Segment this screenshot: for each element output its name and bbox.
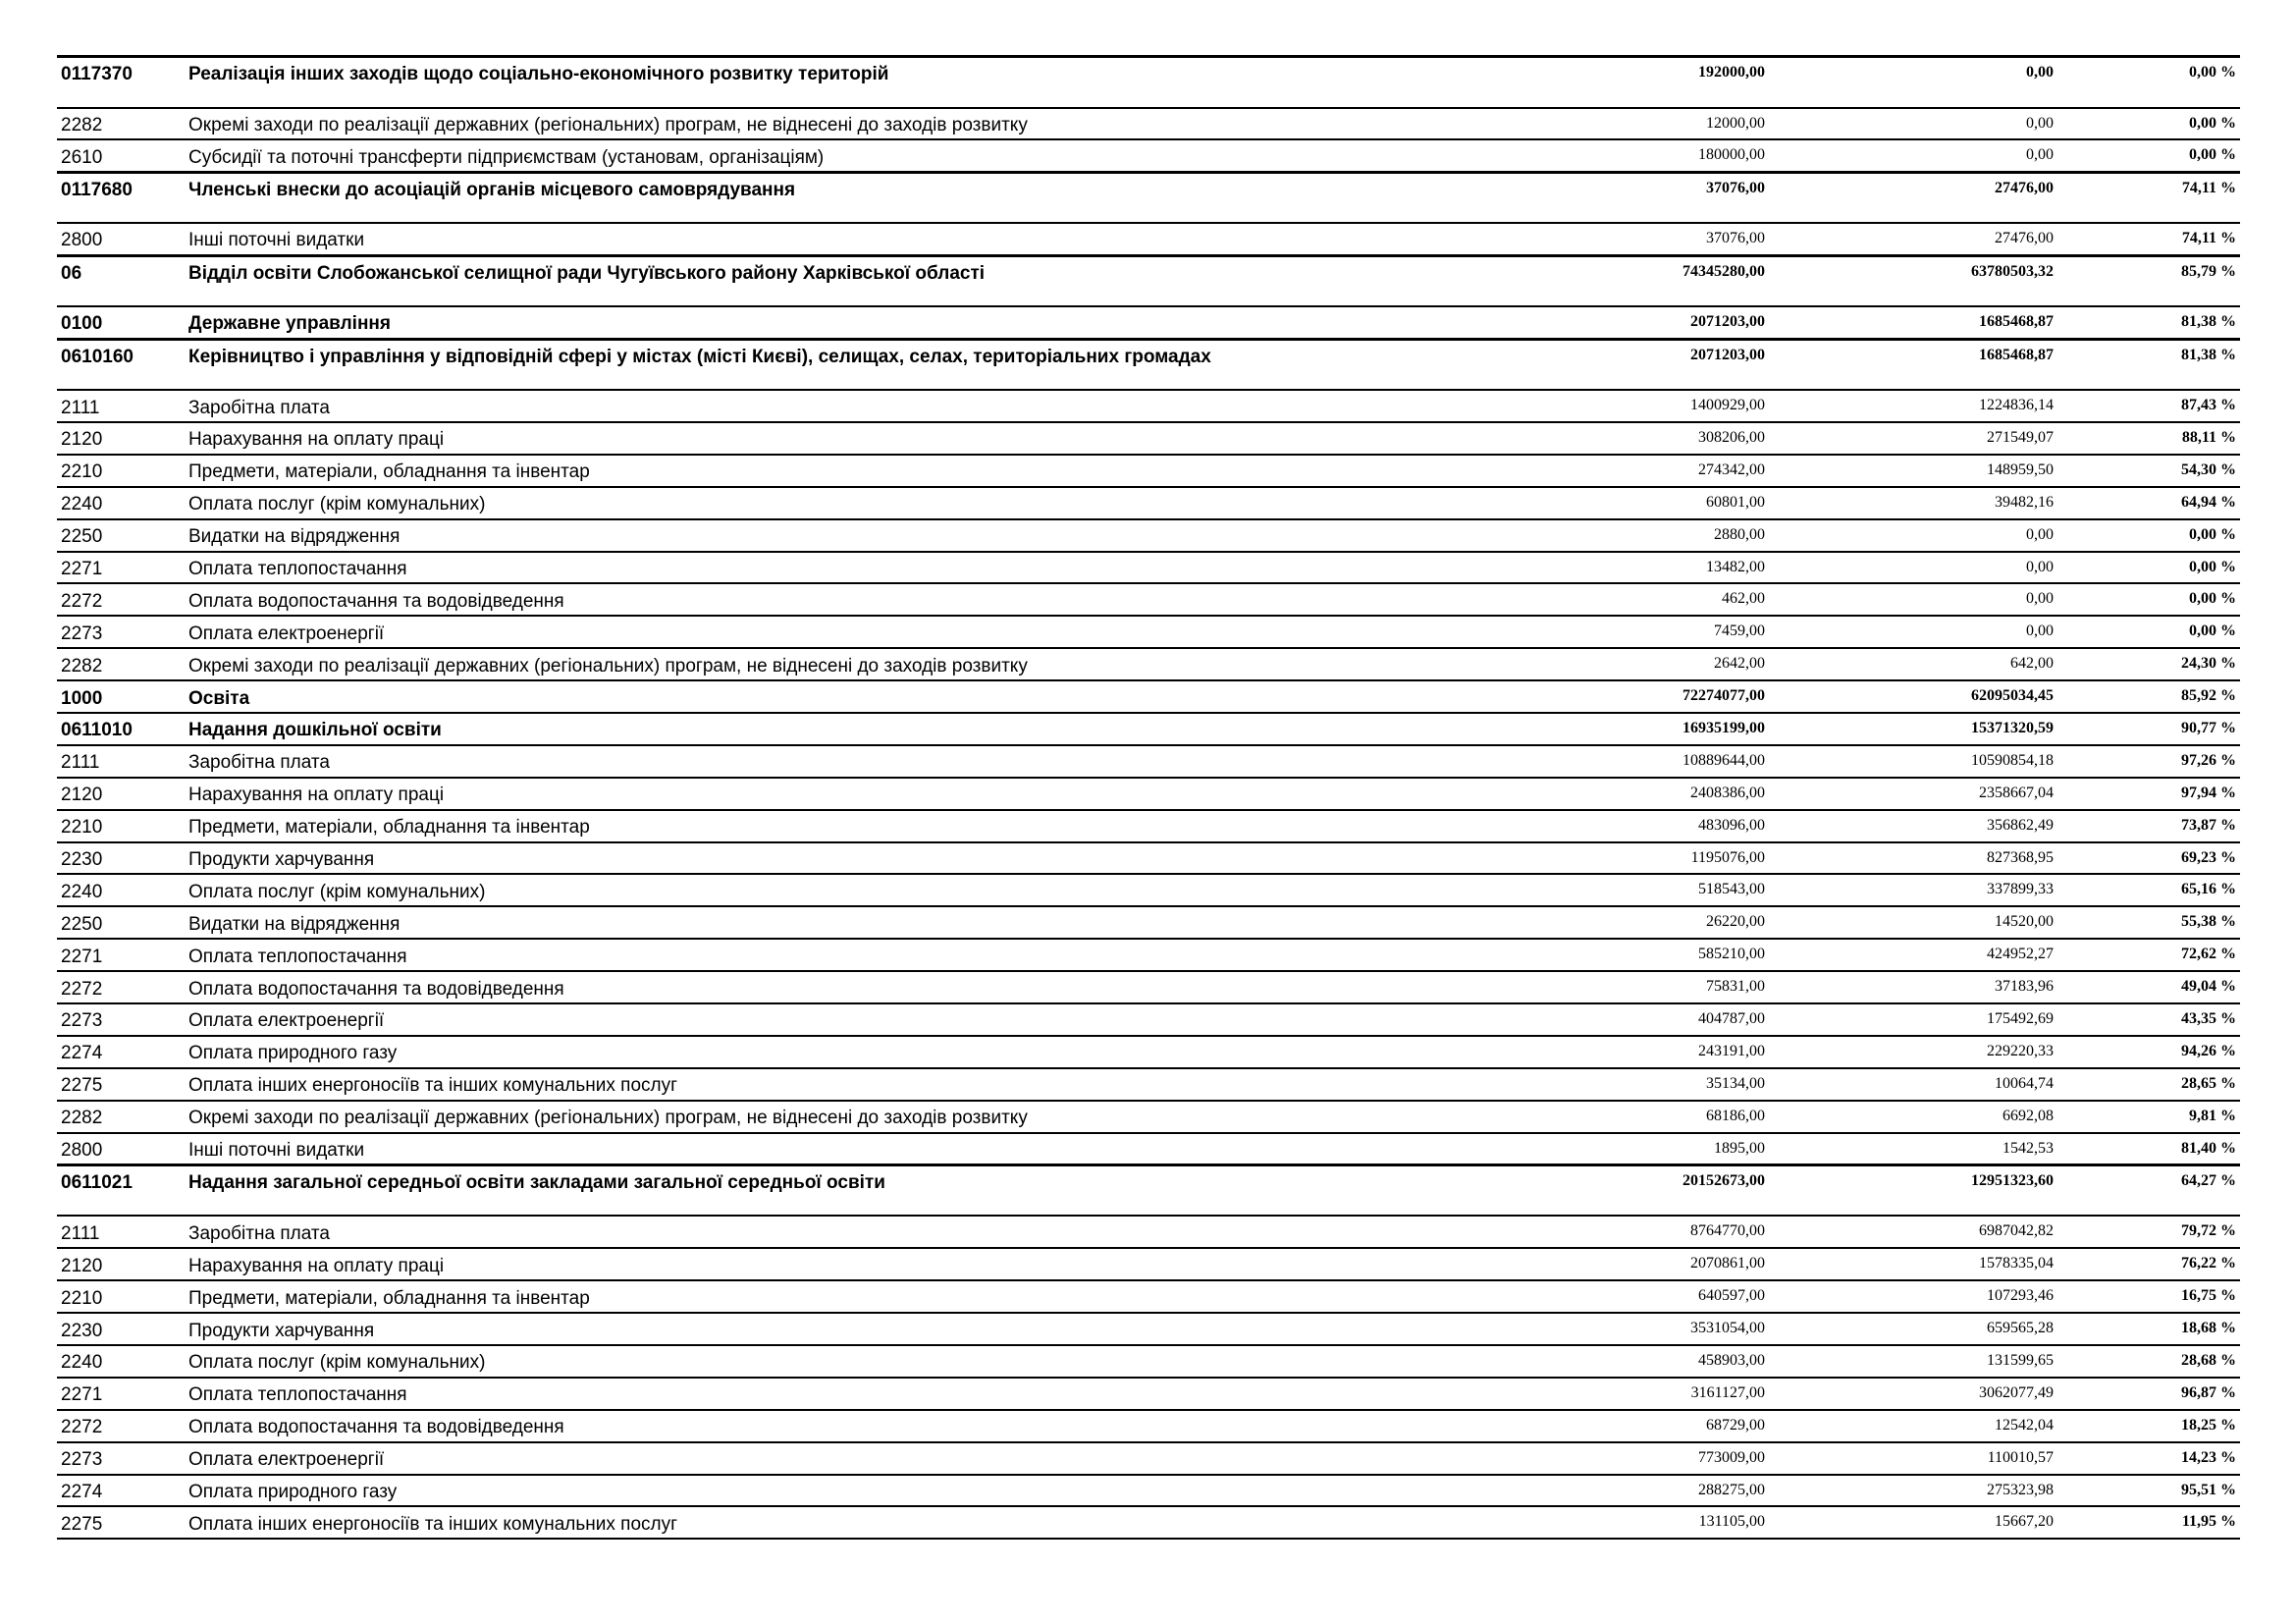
executed-amount-cell: 3062077,49 (1769, 1378, 2057, 1410)
execution-percent-cell: 28,65 % (2057, 1068, 2240, 1101)
budget-table (57, 55, 2240, 1540)
budget-code-cell: 2800 (57, 1133, 187, 1165)
budget-code-cell: 0611010 (57, 713, 187, 745)
execution-percent-cell: 81,38 % (2057, 339, 2240, 390)
item-name-cell: Реалізація інших заходів щодо соціально-економічного розвитку територій (187, 57, 1580, 108)
table-row (57, 1036, 2240, 1068)
execution-percent-cell: 55,38 % (2057, 906, 2240, 939)
planned-amount-cell: 2408386,00 (1580, 778, 1769, 810)
table-row (57, 1410, 2240, 1442)
executed-amount-cell: 62095034,45 (1769, 680, 2057, 713)
budget-code-cell: 2282 (57, 648, 187, 680)
table-row (57, 1475, 2240, 1507)
executed-amount-cell: 15371320,59 (1769, 713, 2057, 745)
item-name-cell: Оплата природного газу (187, 1475, 1580, 1507)
table-row (57, 939, 2240, 971)
execution-percent-cell: 73,87 % (2057, 810, 2240, 842)
item-name-cell: Відділ освіти Слобожанської селищної ради Чугуївського району Харківської області (187, 255, 1580, 306)
item-name-cell: Нарахування на оплату праці (187, 1248, 1580, 1280)
planned-amount-cell: 13482,00 (1580, 552, 1769, 584)
table-row (57, 487, 2240, 519)
execution-percent-cell: 88,11 % (2057, 422, 2240, 455)
execution-percent-cell: 76,22 % (2057, 1248, 2240, 1280)
table-row (57, 1068, 2240, 1101)
budget-code-cell: 2282 (57, 108, 187, 140)
item-name-cell: Продукти харчування (187, 1313, 1580, 1345)
table-row (57, 874, 2240, 906)
execution-percent-cell: 74,11 % (2057, 223, 2240, 255)
item-name-cell: Інші поточні видатки (187, 1133, 1580, 1165)
table-row (57, 552, 2240, 584)
table-row (57, 616, 2240, 648)
budget-code-cell: 0611021 (57, 1164, 187, 1216)
budget-code-cell: 2275 (57, 1506, 187, 1539)
executed-amount-cell: 1542,53 (1769, 1133, 2057, 1165)
item-name-cell: Нарахування на оплату праці (187, 778, 1580, 810)
planned-amount-cell: 243191,00 (1580, 1036, 1769, 1068)
table-row (57, 1378, 2240, 1410)
planned-amount-cell: 2071203,00 (1580, 306, 1769, 339)
item-name-cell: Предмети, матеріали, обладнання та інвентар (187, 1280, 1580, 1313)
budget-code-cell: 2120 (57, 422, 187, 455)
execution-percent-cell: 64,27 % (2057, 1164, 2240, 1216)
budget-code-cell: 2250 (57, 519, 187, 552)
planned-amount-cell: 7459,00 (1580, 616, 1769, 648)
budget-code-cell: 1000 (57, 680, 187, 713)
executed-amount-cell: 175492,69 (1769, 1003, 2057, 1036)
budget-code-cell: 2272 (57, 583, 187, 616)
budget-code-cell: 2282 (57, 1101, 187, 1133)
planned-amount-cell: 288275,00 (1580, 1475, 1769, 1507)
executed-amount-cell: 14520,00 (1769, 906, 2057, 939)
item-name-cell: Оплата електроенергії (187, 616, 1580, 648)
planned-amount-cell: 1895,00 (1580, 1133, 1769, 1165)
table-row (57, 842, 2240, 875)
planned-amount-cell: 518543,00 (1580, 874, 1769, 906)
table-row (57, 1345, 2240, 1378)
table-row (57, 1101, 2240, 1133)
item-name-cell: Окремі заходи по реалізації державних (регіональних) програм, не віднесені до заходів розвитку (187, 1101, 1580, 1133)
planned-amount-cell: 585210,00 (1580, 939, 1769, 971)
budget-code-cell: 2273 (57, 616, 187, 648)
execution-percent-cell: 43,35 % (2057, 1003, 2240, 1036)
executed-amount-cell: 659565,28 (1769, 1313, 2057, 1345)
planned-amount-cell: 10889644,00 (1580, 745, 1769, 778)
executed-amount-cell: 229220,33 (1769, 1036, 2057, 1068)
execution-percent-cell: 11,95 % (2057, 1506, 2240, 1539)
planned-amount-cell: 483096,00 (1580, 810, 1769, 842)
executed-amount-cell: 275323,98 (1769, 1475, 2057, 1507)
planned-amount-cell: 1400929,00 (1580, 390, 1769, 422)
executed-amount-cell: 0,00 (1769, 519, 2057, 552)
budget-code-cell: 2610 (57, 139, 187, 172)
table-row (57, 455, 2240, 487)
planned-amount-cell: 773009,00 (1580, 1442, 1769, 1475)
execution-percent-cell: 69,23 % (2057, 842, 2240, 875)
execution-percent-cell: 0,00 % (2057, 139, 2240, 172)
planned-amount-cell: 68729,00 (1580, 1410, 1769, 1442)
planned-amount-cell: 37076,00 (1580, 223, 1769, 255)
planned-amount-cell: 192000,00 (1580, 57, 1769, 108)
item-name-cell: Державне управління (187, 306, 1580, 339)
table-row (57, 810, 2240, 842)
planned-amount-cell: 75831,00 (1580, 971, 1769, 1003)
execution-percent-cell: 81,38 % (2057, 306, 2240, 339)
item-name-cell: Нарахування на оплату праці (187, 422, 1580, 455)
budget-code-cell: 2274 (57, 1475, 187, 1507)
budget-code-cell: 2210 (57, 810, 187, 842)
execution-percent-cell: 0,00 % (2057, 583, 2240, 616)
item-name-cell: Предмети, матеріали, обладнання та інвентар (187, 810, 1580, 842)
planned-amount-cell: 3531054,00 (1580, 1313, 1769, 1345)
table-row (57, 108, 2240, 140)
budget-code-cell: 2273 (57, 1003, 187, 1036)
planned-amount-cell: 274342,00 (1580, 455, 1769, 487)
table-row (57, 1216, 2240, 1248)
executed-amount-cell: 0,00 (1769, 139, 2057, 172)
budget-code-cell: 2271 (57, 552, 187, 584)
executed-amount-cell: 1685468,87 (1769, 339, 2057, 390)
table-row (57, 971, 2240, 1003)
planned-amount-cell: 404787,00 (1580, 1003, 1769, 1036)
budget-code-cell: 2272 (57, 1410, 187, 1442)
executed-amount-cell: 12951323,60 (1769, 1164, 2057, 1216)
execution-percent-cell: 0,00 % (2057, 552, 2240, 584)
table-row (57, 139, 2240, 172)
item-name-cell: Оплата теплопостачання (187, 552, 1580, 584)
executed-amount-cell: 424952,27 (1769, 939, 2057, 971)
executed-amount-cell: 356862,49 (1769, 810, 2057, 842)
planned-amount-cell: 1195076,00 (1580, 842, 1769, 875)
item-name-cell: Оплата водопостачання та водовідведення (187, 1410, 1580, 1442)
planned-amount-cell: 20152673,00 (1580, 1164, 1769, 1216)
execution-percent-cell: 65,16 % (2057, 874, 2240, 906)
item-name-cell: Субсидії та поточні трансферти підприємствам (установам, організаціям) (187, 139, 1580, 172)
section-row (57, 680, 2240, 713)
budget-code-cell: 2800 (57, 223, 187, 255)
executed-amount-cell: 107293,46 (1769, 1280, 2057, 1313)
table-row (57, 519, 2240, 552)
item-name-cell: Оплата інших енергоносіїв та інших комунальних послуг (187, 1068, 1580, 1101)
budget-code-cell: 2275 (57, 1068, 187, 1101)
execution-percent-cell: 16,75 % (2057, 1280, 2240, 1313)
budget-code-cell: 2120 (57, 1248, 187, 1280)
item-name-cell: Продукти харчування (187, 842, 1580, 875)
execution-percent-cell: 0,00 % (2057, 57, 2240, 108)
executed-amount-cell: 0,00 (1769, 616, 2057, 648)
execution-percent-cell: 72,62 % (2057, 939, 2240, 971)
planned-amount-cell: 180000,00 (1580, 139, 1769, 172)
execution-percent-cell: 85,79 % (2057, 255, 2240, 306)
item-name-cell: Оплата теплопостачання (187, 939, 1580, 971)
item-name-cell: Оплата інших енергоносіїв та інших комунальних послуг (187, 1506, 1580, 1539)
item-name-cell: Оплата послуг (крім комунальних) (187, 874, 1580, 906)
table-row (57, 778, 2240, 810)
item-name-cell: Інші поточні видатки (187, 223, 1580, 255)
execution-percent-cell: 28,68 % (2057, 1345, 2240, 1378)
execution-percent-cell: 90,77 % (2057, 713, 2240, 745)
item-name-cell: Оплата водопостачання та водовідведення (187, 583, 1580, 616)
planned-amount-cell: 60801,00 (1580, 487, 1769, 519)
executed-amount-cell: 0,00 (1769, 108, 2057, 140)
planned-amount-cell: 308206,00 (1580, 422, 1769, 455)
budget-code-cell: 2210 (57, 1280, 187, 1313)
section-row (57, 57, 2240, 108)
budget-code-cell: 2111 (57, 745, 187, 778)
executed-amount-cell: 0,00 (1769, 57, 2057, 108)
planned-amount-cell: 68186,00 (1580, 1101, 1769, 1133)
planned-amount-cell: 462,00 (1580, 583, 1769, 616)
budget-code-cell: 2230 (57, 1313, 187, 1345)
planned-amount-cell: 72274077,00 (1580, 680, 1769, 713)
executed-amount-cell: 10590854,18 (1769, 745, 2057, 778)
executed-amount-cell: 2358667,04 (1769, 778, 2057, 810)
item-name-cell: Оплата водопостачання та водовідведення (187, 971, 1580, 1003)
budget-code-cell: 2240 (57, 874, 187, 906)
section-row (57, 1164, 2240, 1216)
executed-amount-cell: 6987042,82 (1769, 1216, 2057, 1248)
budget-table-body (57, 57, 2240, 1540)
planned-amount-cell: 37076,00 (1580, 172, 1769, 223)
executed-amount-cell: 37183,96 (1769, 971, 2057, 1003)
section-row (57, 255, 2240, 306)
table-row (57, 1506, 2240, 1539)
budget-code-cell: 2272 (57, 971, 187, 1003)
execution-percent-cell: 74,11 % (2057, 172, 2240, 223)
planned-amount-cell: 2071203,00 (1580, 339, 1769, 390)
item-name-cell: Заробітна плата (187, 745, 1580, 778)
item-name-cell: Окремі заходи по реалізації державних (регіональних) програм, не віднесені до заходів розвитку (187, 648, 1580, 680)
execution-percent-cell: 49,04 % (2057, 971, 2240, 1003)
execution-percent-cell: 18,68 % (2057, 1313, 2240, 1345)
planned-amount-cell: 16935199,00 (1580, 713, 1769, 745)
execution-percent-cell: 14,23 % (2057, 1442, 2240, 1475)
table-row (57, 1133, 2240, 1165)
item-name-cell: Освіта (187, 680, 1580, 713)
item-name-cell: Оплата послуг (крім комунальних) (187, 487, 1580, 519)
planned-amount-cell: 35134,00 (1580, 1068, 1769, 1101)
budget-code-cell: 2240 (57, 1345, 187, 1378)
item-name-cell: Видатки на відрядження (187, 906, 1580, 939)
table-row (57, 1003, 2240, 1036)
execution-percent-cell: 97,26 % (2057, 745, 2240, 778)
item-name-cell: Надання загальної середньої освіти закладами загальної середньої освіти (187, 1164, 1580, 1216)
executed-amount-cell: 63780503,32 (1769, 255, 2057, 306)
item-name-cell: Предмети, матеріали, обладнання та інвентар (187, 455, 1580, 487)
budget-code-cell: 06 (57, 255, 187, 306)
execution-percent-cell: 0,00 % (2057, 616, 2240, 648)
execution-percent-cell: 9,81 % (2057, 1101, 2240, 1133)
planned-amount-cell: 26220,00 (1580, 906, 1769, 939)
planned-amount-cell: 131105,00 (1580, 1506, 1769, 1539)
budget-code-cell: 2230 (57, 842, 187, 875)
planned-amount-cell: 12000,00 (1580, 108, 1769, 140)
executed-amount-cell: 642,00 (1769, 648, 2057, 680)
planned-amount-cell: 458903,00 (1580, 1345, 1769, 1378)
execution-percent-cell: 24,30 % (2057, 648, 2240, 680)
planned-amount-cell: 2880,00 (1580, 519, 1769, 552)
table-row (57, 745, 2240, 778)
table-row (57, 1280, 2240, 1313)
item-name-cell: Надання дошкільної освіти (187, 713, 1580, 745)
execution-percent-cell: 18,25 % (2057, 1410, 2240, 1442)
executed-amount-cell: 131599,65 (1769, 1345, 2057, 1378)
execution-percent-cell: 95,51 % (2057, 1475, 2240, 1507)
budget-code-cell: 2271 (57, 939, 187, 971)
budget-code-cell: 2111 (57, 390, 187, 422)
executed-amount-cell: 148959,50 (1769, 455, 2057, 487)
executed-amount-cell: 110010,57 (1769, 1442, 2057, 1475)
item-name-cell: Видатки на відрядження (187, 519, 1580, 552)
budget-code-cell: 2274 (57, 1036, 187, 1068)
executed-amount-cell: 12542,04 (1769, 1410, 2057, 1442)
item-name-cell: Членські внески до асоціацій органів місцевого самоврядування (187, 172, 1580, 223)
budget-code-cell: 0610160 (57, 339, 187, 390)
executed-amount-cell: 1685468,87 (1769, 306, 2057, 339)
executed-amount-cell: 27476,00 (1769, 172, 2057, 223)
budget-code-cell: 2111 (57, 1216, 187, 1248)
execution-percent-cell: 79,72 % (2057, 1216, 2240, 1248)
execution-percent-cell: 97,94 % (2057, 778, 2240, 810)
execution-percent-cell: 96,87 % (2057, 1378, 2240, 1410)
execution-percent-cell: 87,43 % (2057, 390, 2240, 422)
execution-percent-cell: 94,26 % (2057, 1036, 2240, 1068)
budget-code-cell: 0117370 (57, 57, 187, 108)
execution-percent-cell: 81,40 % (2057, 1133, 2240, 1165)
table-row (57, 1442, 2240, 1475)
executed-amount-cell: 0,00 (1769, 583, 2057, 616)
item-name-cell: Оплата теплопостачання (187, 1378, 1580, 1410)
section-row (57, 339, 2240, 390)
table-row (57, 1248, 2240, 1280)
item-name-cell: Окремі заходи по реалізації державних (регіональних) програм, не віднесені до заходів розвитку (187, 108, 1580, 140)
budget-code-cell: 2250 (57, 906, 187, 939)
execution-percent-cell: 64,94 % (2057, 487, 2240, 519)
executed-amount-cell: 271549,07 (1769, 422, 2057, 455)
item-name-cell: Оплата послуг (крім комунальних) (187, 1345, 1580, 1378)
execution-percent-cell: 54,30 % (2057, 455, 2240, 487)
budget-code-cell: 0100 (57, 306, 187, 339)
budget-code-cell: 2120 (57, 778, 187, 810)
budget-code-cell: 0117680 (57, 172, 187, 223)
section-row (57, 306, 2240, 339)
executed-amount-cell: 827368,95 (1769, 842, 2057, 875)
budget-code-cell: 2273 (57, 1442, 187, 1475)
executed-amount-cell: 10064,74 (1769, 1068, 2057, 1101)
item-name-cell: Оплата електроенергії (187, 1442, 1580, 1475)
execution-percent-cell: 85,92 % (2057, 680, 2240, 713)
planned-amount-cell: 3161127,00 (1580, 1378, 1769, 1410)
table-row (57, 906, 2240, 939)
table-row (57, 583, 2240, 616)
table-row (57, 223, 2240, 255)
item-name-cell: Заробітна плата (187, 1216, 1580, 1248)
planned-amount-cell: 74345280,00 (1580, 255, 1769, 306)
executed-amount-cell: 0,00 (1769, 552, 2057, 584)
executed-amount-cell: 6692,08 (1769, 1101, 2057, 1133)
executed-amount-cell: 337899,33 (1769, 874, 2057, 906)
planned-amount-cell: 2642,00 (1580, 648, 1769, 680)
budget-code-cell: 2240 (57, 487, 187, 519)
section-row (57, 713, 2240, 745)
executed-amount-cell: 27476,00 (1769, 223, 2057, 255)
executed-amount-cell: 39482,16 (1769, 487, 2057, 519)
executed-amount-cell: 1224836,14 (1769, 390, 2057, 422)
item-name-cell: Оплата електроенергії (187, 1003, 1580, 1036)
execution-percent-cell: 0,00 % (2057, 108, 2240, 140)
item-name-cell: Заробітна плата (187, 390, 1580, 422)
table-row (57, 648, 2240, 680)
budget-code-cell: 2210 (57, 455, 187, 487)
execution-percent-cell: 0,00 % (2057, 519, 2240, 552)
item-name-cell: Керівництво і управління у відповідній сфері у містах (місті Києві), селищах, селах, територіальних громадах (187, 339, 1580, 390)
executed-amount-cell: 1578335,04 (1769, 1248, 2057, 1280)
item-name-cell: Оплата природного газу (187, 1036, 1580, 1068)
planned-amount-cell: 640597,00 (1580, 1280, 1769, 1313)
table-row (57, 390, 2240, 422)
table-row (57, 1313, 2240, 1345)
executed-amount-cell: 15667,20 (1769, 1506, 2057, 1539)
section-row (57, 172, 2240, 223)
planned-amount-cell: 8764770,00 (1580, 1216, 1769, 1248)
budget-code-cell: 2271 (57, 1378, 187, 1410)
planned-amount-cell: 2070861,00 (1580, 1248, 1769, 1280)
table-row (57, 422, 2240, 455)
